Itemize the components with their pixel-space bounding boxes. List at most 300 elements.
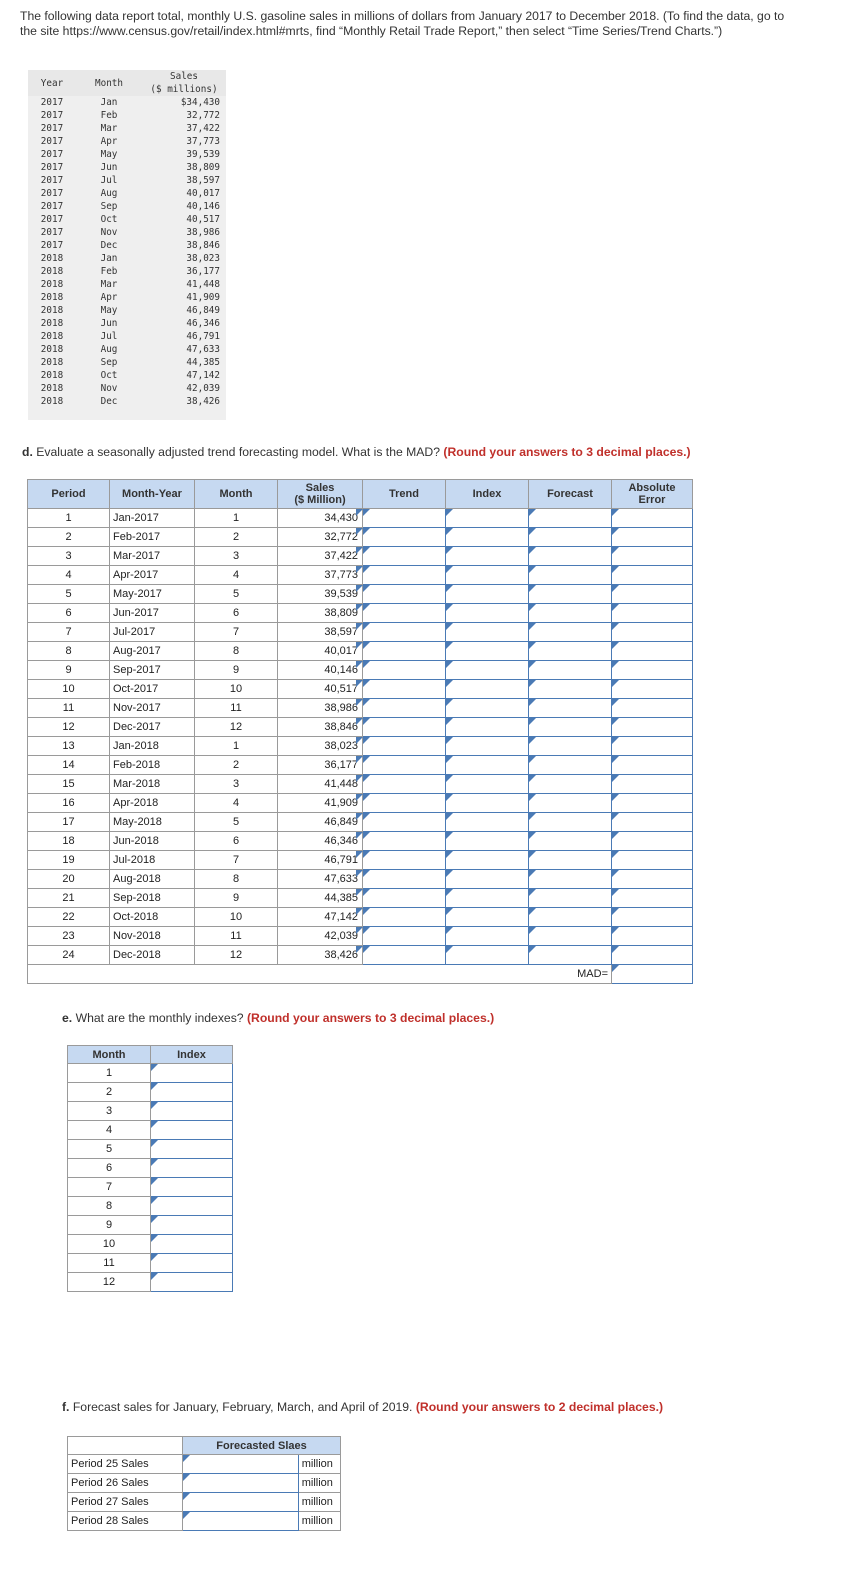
index-month-cell: 1 [68,1064,151,1083]
raw-sales: 38,597 [186,175,220,186]
raw-row [28,356,226,369]
absolute-error-input[interactable] [612,832,693,851]
raw-year: 2018 [40,396,64,407]
raw-sales: 40,017 [186,188,220,199]
index-row [68,1197,233,1216]
raw-sales: 46,346 [186,318,220,329]
absolute-error-input[interactable] [612,699,693,718]
mad-input[interactable] [612,965,693,984]
month-cell: 7 [195,623,278,642]
period-cell: 9 [28,661,110,680]
month-year-cell: Feb-2017 [110,528,195,547]
raw-month: Jul [100,331,118,342]
month-cell: 7 [195,851,278,870]
raw-year: 2017 [40,188,64,199]
index-input[interactable] [446,547,529,566]
raw-year: 2017 [40,175,64,186]
monthly-index-input[interactable] [151,1273,233,1292]
raw-year: 2017 [40,110,64,121]
forecast-input[interactable] [529,718,612,737]
trend-input[interactable] [363,794,446,813]
forecast-input[interactable] [529,680,612,699]
raw-month: Aug [100,344,118,355]
raw-sales: 32,772 [186,110,220,121]
raw-sales: 46,791 [186,331,220,342]
forecast-sales-input[interactable] [183,1512,299,1531]
period-cell: 6 [28,604,110,623]
month-cell: 1 [195,737,278,756]
raw-row [28,239,226,252]
month-cell: 3 [195,547,278,566]
month-year-cell: Jul-2017 [110,623,195,642]
index-month-cell: 11 [68,1254,151,1273]
absolute-error-input[interactable] [612,813,693,832]
intro-text: The following data report total, monthly U.S. gasoline sales in millions of dollars from January 2017 to December 2018. (To find the data, go to the site https://www.census.gov/retail/index.html#mrts, find “Monthly Retail Trade Report,” then select “Time Series/Trend Charts.”) [20,9,785,38]
month-cell: 12 [195,946,278,965]
monthly-index-body [68,1064,233,1292]
raw-month: Apr [100,136,118,147]
sales-cell: 32,772 [278,528,363,547]
period-cell: 3 [28,547,110,566]
index-month-cell: 7 [68,1178,151,1197]
month-year-cell: May-2017 [110,585,195,604]
index-input[interactable] [446,623,529,642]
sales-cell: 38,846 [278,718,363,737]
forecast-period-label: Period 27 Sales [68,1493,183,1512]
index-row [68,1254,233,1273]
trend-input[interactable] [363,680,446,699]
index-row [68,1216,233,1235]
trend-input[interactable] [363,889,446,908]
mad-row [28,965,693,984]
raw-year: 2017 [40,162,64,173]
forecasted-sales-table [67,1436,341,1531]
period-cell: 10 [28,680,110,699]
index-input[interactable] [446,851,529,870]
sales-cell: 34,430 [278,509,363,528]
raw-header-sales [142,70,226,96]
forecast-sales-row [68,1474,341,1493]
raw-sales: 38,809 [186,162,220,173]
trend-input[interactable] [363,623,446,642]
month-year-cell: Feb-2018 [110,756,195,775]
monthly-index-input[interactable] [151,1235,233,1254]
index-input[interactable] [446,737,529,756]
index-input[interactable] [446,794,529,813]
forecast-input[interactable] [529,604,612,623]
raw-month: Jan [100,97,118,108]
absolute-error-input[interactable] [612,604,693,623]
period-cell: 13 [28,737,110,756]
forecast-sales-row [68,1512,341,1531]
index-input[interactable] [446,718,529,737]
raw-row [28,135,226,148]
absolute-error-input[interactable] [612,889,693,908]
sales-cell: 42,039 [278,927,363,946]
period-cell: 12 [28,718,110,737]
absolute-error-input[interactable] [612,851,693,870]
col-index: Index [446,480,529,509]
month-cell: 4 [195,566,278,585]
absolute-error-input[interactable] [612,661,693,680]
index-input[interactable] [446,927,529,946]
raw-sales: 40,517 [186,214,220,225]
part-f-note: (Round your answers to 2 decimal places.) [415,1400,664,1414]
forecast-input[interactable] [529,737,612,756]
period-cell: 4 [28,566,110,585]
month-cell: 9 [195,661,278,680]
forecast-input[interactable] [529,547,612,566]
raw-row [28,369,226,382]
index-input[interactable] [446,908,529,927]
absolute-error-input[interactable] [612,870,693,889]
month-cell: 8 [195,642,278,661]
absolute-error-input[interactable] [612,585,693,604]
trend-input[interactable] [363,528,446,547]
forecast-input[interactable] [529,794,612,813]
model-row [28,642,693,661]
raw-year: 2018 [40,344,64,355]
part-d-text: Evaluate a seasonally adjusted trend forecasting model. What is the MAD? [36,445,440,459]
raw-month: May [100,149,118,160]
index-input[interactable] [446,566,529,585]
forecast-input[interactable] [529,832,612,851]
raw-row [28,213,226,226]
raw-year: 2017 [40,149,64,160]
sales-cell: 40,517 [278,680,363,699]
month-year-cell: Jul-2018 [110,851,195,870]
raw-row [28,265,226,278]
forecast-period-label: Period 25 Sales [68,1455,183,1474]
part-d-question [22,445,691,459]
model-row [28,699,693,718]
index-col-month: Month [68,1046,151,1064]
model-row [28,851,693,870]
raw-month: Sep [100,201,118,212]
raw-month: Feb [100,266,118,277]
forecast-input[interactable] [529,623,612,642]
absolute-error-input[interactable] [612,794,693,813]
model-row [28,813,693,832]
trend-input[interactable] [363,604,446,623]
forecast-input[interactable] [529,775,612,794]
index-input[interactable] [446,509,529,528]
raw-year: 2017 [40,97,64,108]
raw-sales: 38,426 [186,396,220,407]
raw-header-sales-line1: Sales [170,71,198,82]
raw-row [28,278,226,291]
forecast-input[interactable] [529,585,612,604]
period-cell: 2 [28,528,110,547]
period-cell: 14 [28,756,110,775]
raw-row [28,96,226,109]
raw-sales: 37,422 [186,123,220,134]
month-year-cell: Sep-2018 [110,889,195,908]
forecast-input[interactable] [529,813,612,832]
absolute-error-input[interactable] [612,927,693,946]
model-row [28,547,693,566]
index-row [68,1140,233,1159]
raw-year: 2017 [40,214,64,225]
col-month-year: Month-Year [110,480,195,509]
absolute-error-input[interactable] [612,908,693,927]
part-f-label: f. [62,1400,70,1414]
month-cell: 2 [195,756,278,775]
month-cell: 8 [195,870,278,889]
trend-input[interactable] [363,661,446,680]
monthly-index-input[interactable] [151,1159,233,1178]
absolute-error-input[interactable] [612,528,693,547]
forecast-input[interactable] [529,528,612,547]
part-e-text: What are the monthly indexes? [75,1011,244,1025]
monthly-index-input[interactable] [151,1083,233,1102]
col-forecast: Forecast [529,480,612,509]
trend-input[interactable] [363,737,446,756]
month-year-cell: Nov-2017 [110,699,195,718]
month-cell: 5 [195,813,278,832]
raw-year: 2017 [40,227,64,238]
index-input[interactable] [446,870,529,889]
month-year-cell: Mar-2017 [110,547,195,566]
monthly-index-input[interactable] [151,1121,233,1140]
period-cell: 19 [28,851,110,870]
index-input[interactable] [446,680,529,699]
absolute-error-input[interactable] [612,737,693,756]
trend-input[interactable] [363,585,446,604]
month-cell: 2 [195,528,278,547]
index-input[interactable] [446,832,529,851]
monthly-index-input[interactable] [151,1064,233,1083]
index-input[interactable] [446,775,529,794]
index-input[interactable] [446,528,529,547]
raw-sales: 38,846 [186,240,220,251]
month-year-cell: Jan-2017 [110,509,195,528]
raw-month: Apr [100,292,118,303]
absolute-error-input[interactable] [612,775,693,794]
model-row [28,775,693,794]
absolute-error-input[interactable] [612,718,693,737]
index-input[interactable] [446,661,529,680]
raw-sales: $34,430 [180,97,220,108]
trend-input[interactable] [363,813,446,832]
period-cell: 11 [28,699,110,718]
raw-month: Jul [100,175,118,186]
forecast-sales-input[interactable] [183,1455,299,1474]
sales-cell: 40,146 [278,661,363,680]
raw-year: 2018 [40,318,64,329]
index-row [68,1083,233,1102]
forecast-input[interactable] [529,851,612,870]
trend-input[interactable] [363,851,446,870]
raw-month: Mar [100,123,118,134]
raw-sales: 40,146 [186,201,220,212]
index-input[interactable] [446,642,529,661]
index-row [68,1159,233,1178]
sales-cell: 39,539 [278,585,363,604]
raw-year: 2018 [40,292,64,303]
raw-month: Mar [100,279,118,290]
raw-year: 2018 [40,370,64,381]
sales-cell: 38,986 [278,699,363,718]
forecast-input[interactable] [529,927,612,946]
raw-sales: 47,142 [186,370,220,381]
model-row [28,566,693,585]
raw-month: Jan [100,253,118,264]
raw-sales: 39,539 [186,149,220,160]
sales-cell: 46,346 [278,832,363,851]
forecast-input[interactable] [529,699,612,718]
raw-month: Feb [100,110,118,121]
forecast-sales-row [68,1455,341,1474]
month-year-cell: Jan-2018 [110,737,195,756]
absolute-error-input[interactable] [612,946,693,965]
monthly-index-input[interactable] [151,1216,233,1235]
raw-sales: 37,773 [186,136,220,147]
index-col-index: Index [151,1046,233,1064]
forecasted-sales-body [68,1455,341,1531]
col-sales [278,480,363,509]
trend-input[interactable] [363,756,446,775]
month-year-cell: May-2018 [110,813,195,832]
raw-month: Dec [100,396,118,407]
sales-cell: 46,849 [278,813,363,832]
forecast-sales-input[interactable] [183,1474,299,1493]
sales-cell: 41,909 [278,794,363,813]
forecast-header: Forecasted Slaes [183,1437,341,1455]
absolute-error-input[interactable] [612,547,693,566]
part-f-text: Forecast sales for January, February, March, and April of 2019. [72,1400,413,1414]
raw-row [28,109,226,122]
mad-label: MAD= [28,965,612,984]
trend-input[interactable] [363,718,446,737]
forecast-input[interactable] [529,642,612,661]
monthly-index-input[interactable] [151,1140,233,1159]
raw-month: Nov [100,227,118,238]
part-d-label: d. [22,445,33,459]
raw-year: 2018 [40,305,64,316]
trend-input[interactable] [363,509,446,528]
trend-input[interactable] [363,870,446,889]
unit-label: million [298,1512,340,1531]
model-row [28,832,693,851]
index-month-cell: 6 [68,1159,151,1178]
raw-month: Oct [100,214,118,225]
trend-input[interactable] [363,946,446,965]
raw-year: 2017 [40,136,64,147]
forecast-input[interactable] [529,661,612,680]
index-month-cell: 9 [68,1216,151,1235]
absolute-error-input[interactable] [612,680,693,699]
index-input[interactable] [446,813,529,832]
index-input[interactable] [446,756,529,775]
sales-cell: 38,426 [278,946,363,965]
col-abs-line2: Error [638,494,666,506]
sales-cell: 46,791 [278,851,363,870]
absolute-error-input[interactable] [612,509,693,528]
raw-month: Nov [100,383,118,394]
raw-sales: 46,849 [186,305,220,316]
period-cell: 1 [28,509,110,528]
absolute-error-input[interactable] [612,756,693,775]
forecast-input[interactable] [529,566,612,585]
model-row [28,908,693,927]
model-row [28,889,693,908]
index-input[interactable] [446,889,529,908]
trend-input[interactable] [363,566,446,585]
month-year-cell: Oct-2017 [110,680,195,699]
raw-sales: 47,633 [186,344,220,355]
month-year-cell: Jun-2017 [110,604,195,623]
sales-cell: 44,385 [278,889,363,908]
raw-sales: 44,385 [186,357,220,368]
raw-sales: 41,448 [186,279,220,290]
raw-year: 2018 [40,279,64,290]
trend-input[interactable] [363,547,446,566]
forecast-sales-input[interactable] [183,1493,299,1512]
forecast-header-blank [68,1437,183,1455]
month-cell: 3 [195,775,278,794]
index-input[interactable] [446,699,529,718]
model-row [28,737,693,756]
forecast-input[interactable] [529,946,612,965]
sales-cell: 47,633 [278,870,363,889]
col-sales-line2: ($ Million) [294,494,346,506]
trend-input[interactable] [363,832,446,851]
model-row [28,585,693,604]
trend-input[interactable] [363,775,446,794]
monthly-index-input[interactable] [151,1102,233,1121]
raw-year: 2017 [40,201,64,212]
forecast-input[interactable] [529,908,612,927]
monthly-index-input[interactable] [151,1178,233,1197]
trend-input[interactable] [363,908,446,927]
forecast-input[interactable] [529,509,612,528]
raw-row [28,161,226,174]
sales-cell: 47,142 [278,908,363,927]
trend-input[interactable] [363,699,446,718]
trend-input[interactable] [363,927,446,946]
model-row [28,946,693,965]
index-input[interactable] [446,946,529,965]
period-cell: 18 [28,832,110,851]
raw-sales: 38,986 [186,227,220,238]
period-cell: 7 [28,623,110,642]
month-year-cell: Apr-2018 [110,794,195,813]
trend-input[interactable] [363,642,446,661]
raw-data-body [28,96,226,420]
forecast-period-label: Period 28 Sales [68,1512,183,1531]
index-input[interactable] [446,604,529,623]
month-cell: 10 [195,680,278,699]
col-period: Period [28,480,110,509]
absolute-error-input[interactable] [612,566,693,585]
monthly-index-input[interactable] [151,1197,233,1216]
forecast-input[interactable] [529,756,612,775]
monthly-index-input[interactable] [151,1254,233,1273]
month-year-cell: Nov-2018 [110,927,195,946]
absolute-error-input[interactable] [612,642,693,661]
forecast-input[interactable] [529,889,612,908]
month-cell: 12 [195,718,278,737]
raw-sales: 36,177 [186,266,220,277]
raw-sales: 38,023 [186,253,220,264]
forecast-input[interactable] [529,870,612,889]
model-row [28,870,693,889]
absolute-error-input[interactable] [612,623,693,642]
model-row [28,604,693,623]
index-input[interactable] [446,585,529,604]
index-month-cell: 10 [68,1235,151,1254]
